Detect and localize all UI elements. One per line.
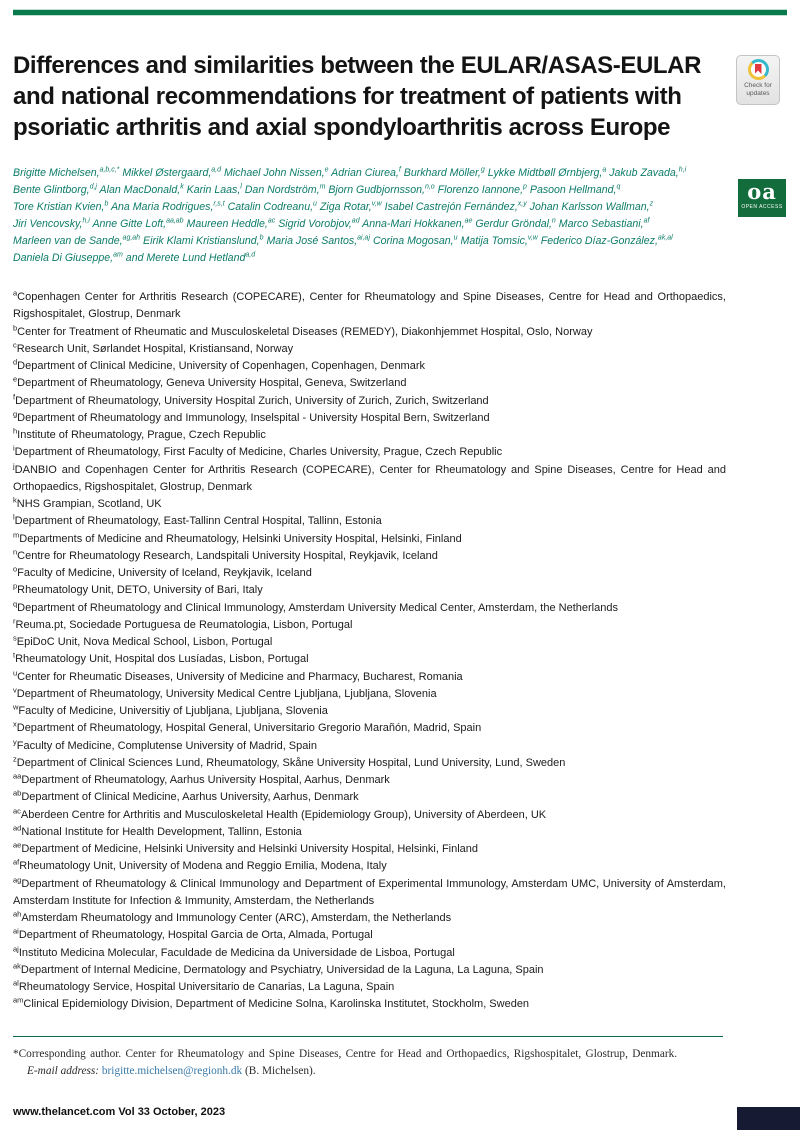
affiliation: $^{aj}$Instituto Medicina Molecular, Faculdade de Medicina da Universidade de Lisboa, Portugal (13, 943, 455, 959)
author-name: and Merete Lund Hetland (125, 251, 246, 264)
affiliation-sup: ac (13, 805, 21, 815)
corresponding-author-note (13, 1046, 773, 1079)
affiliation-sup: e (13, 374, 18, 384)
affiliation-sup: c (13, 340, 17, 350)
author-affiliation-sup: a,d (245, 251, 256, 258)
affiliation-sup: ak (13, 961, 21, 971)
author-name: Florenzo Iannone, (437, 183, 524, 196)
affiliation: $^r$Reuma.pt, Sociedade Portuguesa de Reumatologia, Lisbon, Portugal (13, 616, 353, 631)
affiliation-sup: h (13, 426, 18, 436)
author-name: Karin Laas, (186, 183, 241, 196)
author-affiliation-sup: h,i (82, 217, 90, 225)
affiliation-sup: p (13, 581, 18, 591)
author-affiliation-sup: l (240, 183, 242, 191)
author-name: Jakub Zavada, (609, 167, 679, 179)
affiliation-sup: r (13, 616, 16, 626)
author-line (13, 216, 753, 233)
affiliation: $^{ad}$National Institute for Health Development, Tallinn, Estonia (13, 823, 302, 838)
author-name: Dan Nordström, (244, 183, 320, 196)
author-affiliation-sup: n,o (424, 183, 435, 191)
bookmark-icon (755, 64, 762, 74)
author-affiliation-sup: b (104, 200, 109, 208)
affiliation-sup: w (13, 702, 19, 712)
author-affiliation-sup: u (313, 200, 317, 208)
author-affiliation-sup: aa,ab (166, 217, 184, 225)
author-affiliation-sup: q (616, 183, 621, 191)
affiliation-sup: u (13, 667, 18, 677)
affiliation: $^w$Faculty of Medicine, Universitiy of Ljubljana, Ljubljana, Slovenia (13, 702, 328, 717)
footnote-divider (13, 1036, 723, 1037)
crossmark-icon (748, 59, 769, 80)
author-affiliation-sup: u (453, 234, 458, 242)
author-affiliation-sup: x,y (517, 200, 527, 208)
author-name: Anna-Mari Hokkanen, (362, 217, 465, 230)
author-line (13, 182, 753, 199)
email-label: E-mail address: (27, 1064, 100, 1077)
affiliation-sup: o (13, 564, 18, 574)
author-affiliation-sup: ad (351, 217, 360, 225)
affiliation: $^k$NHS Grampian, Scotland, UK (13, 495, 162, 510)
author-list (13, 165, 753, 266)
affiliation: $^{af}$Rheumatology Unit, University of Modena and Reggio Emilia, Modena, Italy (13, 857, 387, 873)
author-affiliation-sup: d,j (89, 183, 97, 191)
author-line (13, 199, 753, 216)
affiliation-sup: ag (13, 874, 22, 884)
affiliation: $^{aa}$Department of Rheumatology, Aarhus University Hospital, Aarhus, Denmark (13, 771, 390, 786)
affiliation: $^m$Departments of Medicine and Rheumatology, Helsinki University Hospital, Helsinki, Finland (13, 529, 462, 545)
author-name: Marco Sebastiani, (558, 217, 644, 230)
author-name: Alan MacDonald, (99, 183, 181, 196)
author-name: Mikkel Østergaard, (122, 167, 212, 179)
author-name: Daniela Di Giuseppe, (13, 251, 114, 264)
author-name: Michael John Nissen, (223, 167, 325, 179)
author-name: Johan Karlsson Wallman, (529, 200, 650, 213)
author-affiliation-sup: k (180, 183, 184, 191)
affiliation-sup: z (13, 754, 17, 764)
author-name: Burkhard Möller, (403, 167, 481, 179)
affiliation: $^i$Department of Rheumatology, First Faculty of Medicine, Charles University, Prague, Czech Republic (13, 443, 503, 459)
affiliation-sup: ah (13, 909, 22, 919)
author-name: Ziga Rotar, (319, 200, 372, 213)
affiliation-sup: n (13, 547, 18, 557)
author-affiliation-sup: ac (267, 217, 276, 225)
author-affiliation-sup: b (259, 234, 264, 242)
affiliation: $^h$Institute of Rheumatology, Prague, Czech Republic (13, 426, 266, 441)
author-name: Pasoon Hellmand, (529, 183, 617, 196)
affiliation-sup: a (13, 288, 18, 298)
affiliation-sup: ae (13, 840, 22, 850)
affiliation-sup: l (13, 512, 15, 522)
open-access-abbr: oa (747, 179, 777, 204)
affiliation-sup: b (13, 322, 18, 332)
affiliation: $^l$Department of Rheumatology, East-Tallinn Central Hospital, Tallinn, Estonia (13, 512, 382, 528)
affiliation-sup: i (13, 443, 15, 453)
author-name: Lykke Midtbøll Ørnbjerg, (487, 167, 603, 179)
author-line (13, 165, 753, 182)
author-affiliation-sup: z (649, 200, 654, 208)
affiliation-sup: aa (13, 771, 22, 781)
affiliation: $^{ak}$Department of Internal Medicine, Dermatology and Psychiatry, Universidad de la Laguna, La Laguna, Spain (13, 961, 544, 976)
affiliation: $^x$Department of Rheumatology, Hospital General, Universitario Gregorio Marañón, Madrid, Spain (13, 719, 482, 735)
journal-footer: www.thelancet.com Vol 33 October, 2023 (13, 1106, 226, 1118)
affiliation: $^{ag}$Department of Rheumatology & Clinical Immunology and Department of Experimental Immunology, Amsterdam UMC, University of Amsterdam, Amsterdam Institute for Infection & Immunity, Amsterdam, the Netherlands (13, 874, 726, 907)
title-line: and national recommendations for treatment of patients with (13, 83, 682, 110)
author-name: Brigitte Michelsen, (13, 167, 100, 179)
affiliation: $^f$Department of Rheumatology, University Hospital Zurich, University of Zurich, Zurich, Switzerland (13, 391, 489, 407)
email-suffix: (B. Michelsen). (245, 1064, 316, 1077)
author-name: Gerdur Gröndal, (475, 217, 552, 230)
author-affiliation-sup: a,b,c,* (99, 166, 120, 174)
author-affiliation-sup: m (319, 183, 326, 191)
author-name: Isabel Castrejón Fernández, (384, 200, 518, 213)
author-name: Corina Mogosan, (372, 234, 454, 247)
affiliation: $^p$Rheumatology Unit, DETO, University of Bari, Italy (13, 581, 263, 597)
author-affiliation-sup: ag,ah (122, 234, 141, 242)
affiliation: $^z$Department of Clinical Sciences Lund, Rheumatology, Skåne University Hospital, Lund University, Lund, Sweden (13, 754, 566, 769)
author-name: Tore Kristian Kvien, (13, 200, 105, 213)
author-affiliation-sup: ai,aj (357, 234, 370, 242)
page-corner-tab (737, 1107, 800, 1130)
affiliation: $^q$Department of Rheumatology and Clinical Immunology, Amsterdam University Medical Center, Amsterdam, the Netherlands (13, 598, 618, 614)
author-affiliation-sup: p (523, 183, 527, 191)
affiliation: $^b$Center for Treatment of Rheumatic and Musculoskeletal Diseases (REMEDY), Diakonhjemmet Hospital, Oslo, Norway (13, 322, 593, 338)
affiliation: $^a$Copenhagen Center for Arthritis Research (COPECARE), Center for Rheumatology and Spine Diseases, Centre for Head and Orthopaedics, Rigshospitalet, Glostrup, Denmark (13, 288, 726, 321)
check-for-updates-label: Check for updates (744, 82, 772, 97)
affiliation: $^e$Department of Rheumatology, Geneva University Hospital, Geneva, Switzerland (13, 374, 407, 390)
affiliation-sup: g (13, 409, 18, 419)
author-affiliation-sup: ak,al (657, 234, 673, 242)
author-affiliation-sup: am (113, 251, 123, 258)
affiliation: $^y$Faculty of Medicine, Complutense University of Madrid, Spain (13, 736, 317, 752)
author-name: Bente Glintborg, (13, 183, 90, 196)
affiliation-sup: k (13, 495, 17, 505)
affiliation-sup: af (13, 857, 20, 867)
author-name: Maureen Heddle, (186, 217, 268, 230)
affiliation: $^o$Faculty of Medicine, University of Iceland, Reykjavik, Iceland (13, 564, 312, 579)
title-line: Differences and similarities between the EULAR/ASAS-EULAR (13, 52, 702, 79)
affiliation-sup: ai (13, 926, 19, 936)
author-name: Federico Díaz-González, (540, 234, 658, 247)
affiliation-sup: t (13, 650, 16, 660)
affiliation-sup: ad (13, 823, 22, 833)
affiliation-sup: ab (13, 788, 22, 798)
author-affiliation-sup: v,w (527, 234, 538, 242)
author-affiliation-sup: e (324, 166, 329, 174)
article-title (13, 50, 743, 143)
author-name: Anne Gitte Loft, (92, 217, 167, 230)
affiliation-sup: v (13, 685, 17, 695)
affiliation-sup: m (13, 529, 20, 539)
affiliation: $^n$Centre for Rheumatology Research, Landspitali University Hospital, Reykjavik, Iceland (13, 547, 438, 562)
affiliation: $^u$Center for Rheumatic Diseases, University of Medicine and Pharmacy, Bucharest, Romania (13, 667, 463, 683)
author-name: Jiri Vencovsky, (13, 217, 83, 230)
author-name: Ana Maria Rodrigues, (110, 200, 214, 213)
affiliation-sup: x (13, 719, 17, 729)
author-affiliation-sup: ae (464, 217, 473, 225)
author-name: Sigrid Vorobjov, (278, 217, 352, 230)
open-access-badge (738, 179, 786, 217)
author-affiliation-sup: v,w (371, 200, 382, 208)
author-line (13, 233, 753, 250)
affiliation: $^g$Department of Rheumatology and Immunology, Inselspital - University Hospital Bern, Switzerland (13, 409, 490, 424)
affiliation: $^{ah}$Amsterdam Rheumatology and Immunology Center (ARC), Amsterdam, the Netherlands (13, 909, 452, 924)
affiliation-sup: s (13, 633, 17, 643)
affiliation: $^{al}$Rheumatology Service, Hospital Universitario de Canarias, La Laguna, Spain (13, 978, 395, 993)
author-line (13, 250, 753, 267)
author-name: Bjorn Gudbjornsson, (328, 183, 425, 196)
open-access-label: OPEN ACCESS (741, 204, 783, 210)
affiliation: $^{ae}$Department of Medicine, Helsinki University and Helsinki University Hospital, Helsinki, Finland (13, 840, 479, 855)
affiliation: $^s$EpiDoC Unit, Nova Medical School, Lisbon, Portugal (13, 633, 273, 648)
affiliation: $^v$Department of Rheumatology, University Medical Centre Ljubljana, Ljubljana, Slovenia (13, 685, 437, 700)
author-name: Matija Tomsic, (460, 234, 528, 247)
author-name: Maria José Santos, (266, 234, 358, 247)
affiliation: $^c$Research Unit, Sørlandet Hospital, Kristiansand, Norway (13, 340, 294, 355)
author-affiliation-sup: r,s,t (213, 200, 225, 208)
author-name: Marleen van de Sande, (13, 234, 123, 247)
author-name: Catalin Codreanu, (227, 200, 314, 213)
email-line (13, 1063, 773, 1080)
author-name: Adrian Ciurea, (331, 167, 399, 179)
affiliation-sup: q (13, 598, 18, 608)
author-affiliation-sup: n (551, 217, 556, 225)
affiliation-sup: y (13, 736, 17, 746)
author-affiliation-sup: af (643, 217, 650, 225)
affiliation: $^j$DANBIO and Copenhagen Center for Arthritis Research (COPECARE), Center for Rheumatology and Spine Diseases, Centre for Head and Orthopaedics, Rigshospitalet, Glostrup, Denmark (13, 460, 726, 493)
author-affiliation-sup: g (480, 166, 485, 174)
affiliation: $^{ai}$Department of Rheumatology, Hospital Garcia de Orta, Almada, Portugal (13, 926, 373, 942)
affiliation: $^{am}$Clinical Epidemiology Division, Department of Medicine Solna, Karolinska Institutet, Stockholm, Sweden (13, 995, 530, 1011)
affiliation-sup: al (13, 978, 19, 988)
email-link[interactable]: brigitte.michelsen@regionh.dk (101, 1064, 243, 1077)
author-affiliation-sup: a,d (211, 166, 222, 174)
affiliation: $^{ab}$Department of Clinical Medicine, Aarhus University, Aarhus, Denmark (13, 788, 359, 804)
corresponding-author-text: *Corresponding author. Center for Rheumatology and Spine Diseases, Centre for Head and Orthopaedics, Rigshospitalet, Glostrup, Denmark. (13, 1048, 678, 1060)
affiliation-sup: aj (13, 943, 19, 953)
author-affiliation-sup: f (398, 166, 401, 174)
affiliation-sup: am (13, 995, 24, 1005)
author-affiliation-sup: h,i (678, 166, 687, 174)
affiliation-sup: d (13, 357, 18, 367)
affiliation: $^{ac}$Aberdeen Centre for Arthritis and Musculoskeletal Health (Epidemiology Group), University of Aberdeen, UK (13, 805, 547, 821)
affiliation-sup: j (13, 460, 15, 470)
author-affiliation-sup: a (602, 166, 607, 174)
affiliation: $^t$Rheumatology Unit, Hospital dos Lusíadas, Lisbon, Portugal (13, 650, 309, 666)
journal-top-rule (13, 10, 787, 15)
affiliation-sup: f (13, 391, 16, 401)
affiliation: $^d$Department of Clinical Medicine, University of Copenhagen, Copenhagen, Denmark (13, 357, 425, 372)
affiliation-list (13, 289, 726, 1014)
author-name: Eirik Klami Kristianslund, (143, 234, 260, 247)
title-line: psoriatic arthritis and axial spondyloarthritis across Europe (13, 114, 671, 141)
